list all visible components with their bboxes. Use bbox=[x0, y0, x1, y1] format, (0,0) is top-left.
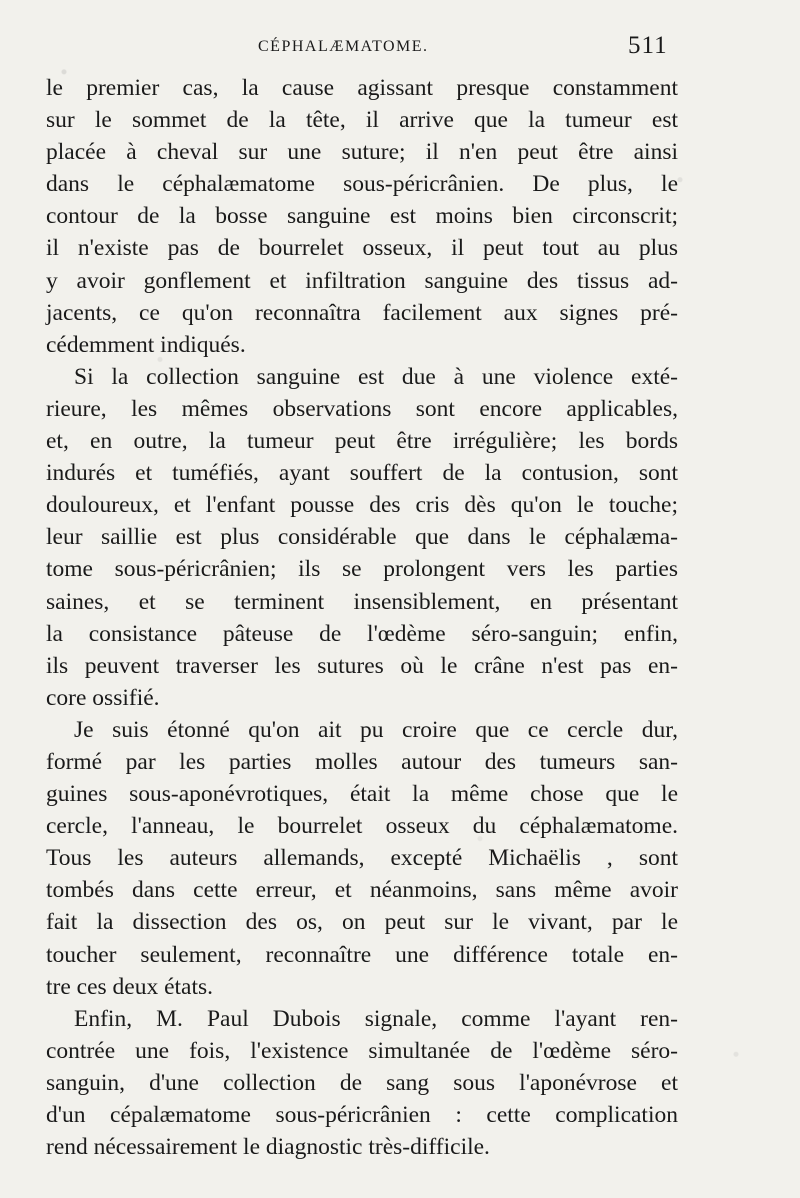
text-line: indurés et tuméfiés, ayant souffert de la contusion, sont bbox=[46, 460, 678, 487]
running-title: CÉPHALÆMATOME. bbox=[258, 38, 429, 55]
page-header bbox=[0, 30, 800, 66]
text-line: tre ces deux états. bbox=[46, 973, 214, 1000]
text-line: tome sous-péricrânien; ils se prolongent vers les parties bbox=[46, 556, 678, 583]
text-line: fait la dissection des os, on peut sur le vivant, par le bbox=[46, 909, 678, 936]
text-line: cédemment indiqués. bbox=[46, 331, 246, 358]
text-line: y avoir gonflement et infiltration sanguine des tissus ad- bbox=[46, 267, 678, 294]
text-line: il n'existe pas de bourrelet osseux, il peut tout au plus bbox=[46, 235, 678, 262]
text-line: guines sous-aponévrotiques, était la même chose que le bbox=[46, 781, 678, 808]
text-line: Tous les auteurs allemands, excepté Michaëlis , sont bbox=[46, 845, 678, 872]
text-line: ils peuvent traverser les sutures où le crâne n'est pas en- bbox=[46, 652, 678, 679]
text-line: jacents, ce qu'on reconnaîtra facilement aux signes pré- bbox=[46, 299, 678, 326]
text-line: saines, et se terminent insensiblement, en présentant bbox=[46, 588, 678, 615]
text-line: d'un cépalæmatome sous-péricrânien : cette complication bbox=[46, 1102, 678, 1128]
paragraph-first-line: Si la collection sanguine est due à une violence exté- bbox=[74, 363, 678, 390]
text-line: cercle, l'anneau, le bourrelet osseux du céphalæmatome. bbox=[46, 813, 678, 840]
page-number: 511 bbox=[628, 32, 668, 59]
text-line: sanguin, d'une collection de sang sous l'aponévrose et bbox=[46, 1069, 678, 1096]
text-line: leur saillie est plus considérable que dans le céphalæma- bbox=[46, 524, 678, 551]
text-line: et, en outre, la tumeur peut être irrégulière; les bords bbox=[46, 428, 678, 455]
text-line: formé par les parties molles autour des tumeurs san- bbox=[46, 748, 678, 775]
text-line: sur le sommet de la tête, il arrive que la tumeur est bbox=[46, 107, 678, 134]
text-line: contour de la bosse sanguine est moins bien circonscrit; bbox=[46, 203, 678, 230]
text-line: douloureux, et l'enfant pousse des cris dès qu'on le touche; bbox=[46, 492, 678, 519]
text-line: core ossifié. bbox=[46, 684, 160, 711]
paragraph-first-line: Je suis étonné qu'on ait pu croire que ce cercle dur, bbox=[74, 716, 678, 743]
text-line: la consistance pâteuse de l'œdème séro-sanguin; enfin, bbox=[46, 620, 678, 647]
text-line: tombés dans cette erreur, et néanmoins, sans même avoir bbox=[46, 877, 678, 904]
text-line: rieure, les mêmes observations sont encore applicables, bbox=[46, 395, 678, 422]
body-text bbox=[46, 72, 678, 1163]
text-line: le premier cas, la cause agissant presque constamment bbox=[46, 75, 678, 101]
text-line: dans le céphalæmatome sous-péricrânien. De plus, le bbox=[46, 171, 678, 198]
text-line: rend nécessairement le diagnostic très-difficile. bbox=[46, 1134, 490, 1161]
text-line: toucher seulement, reconnaître une différence totale en- bbox=[46, 941, 678, 968]
text-line: placée à cheval sur une suture; il n'en peut être ainsi bbox=[46, 139, 678, 166]
text-line: contrée une fois, l'existence simultanée de l'œdème séro- bbox=[46, 1037, 678, 1064]
paragraph-first-line: Enfin, M. Paul Dubois signale, comme l'ayant ren- bbox=[74, 1005, 678, 1032]
